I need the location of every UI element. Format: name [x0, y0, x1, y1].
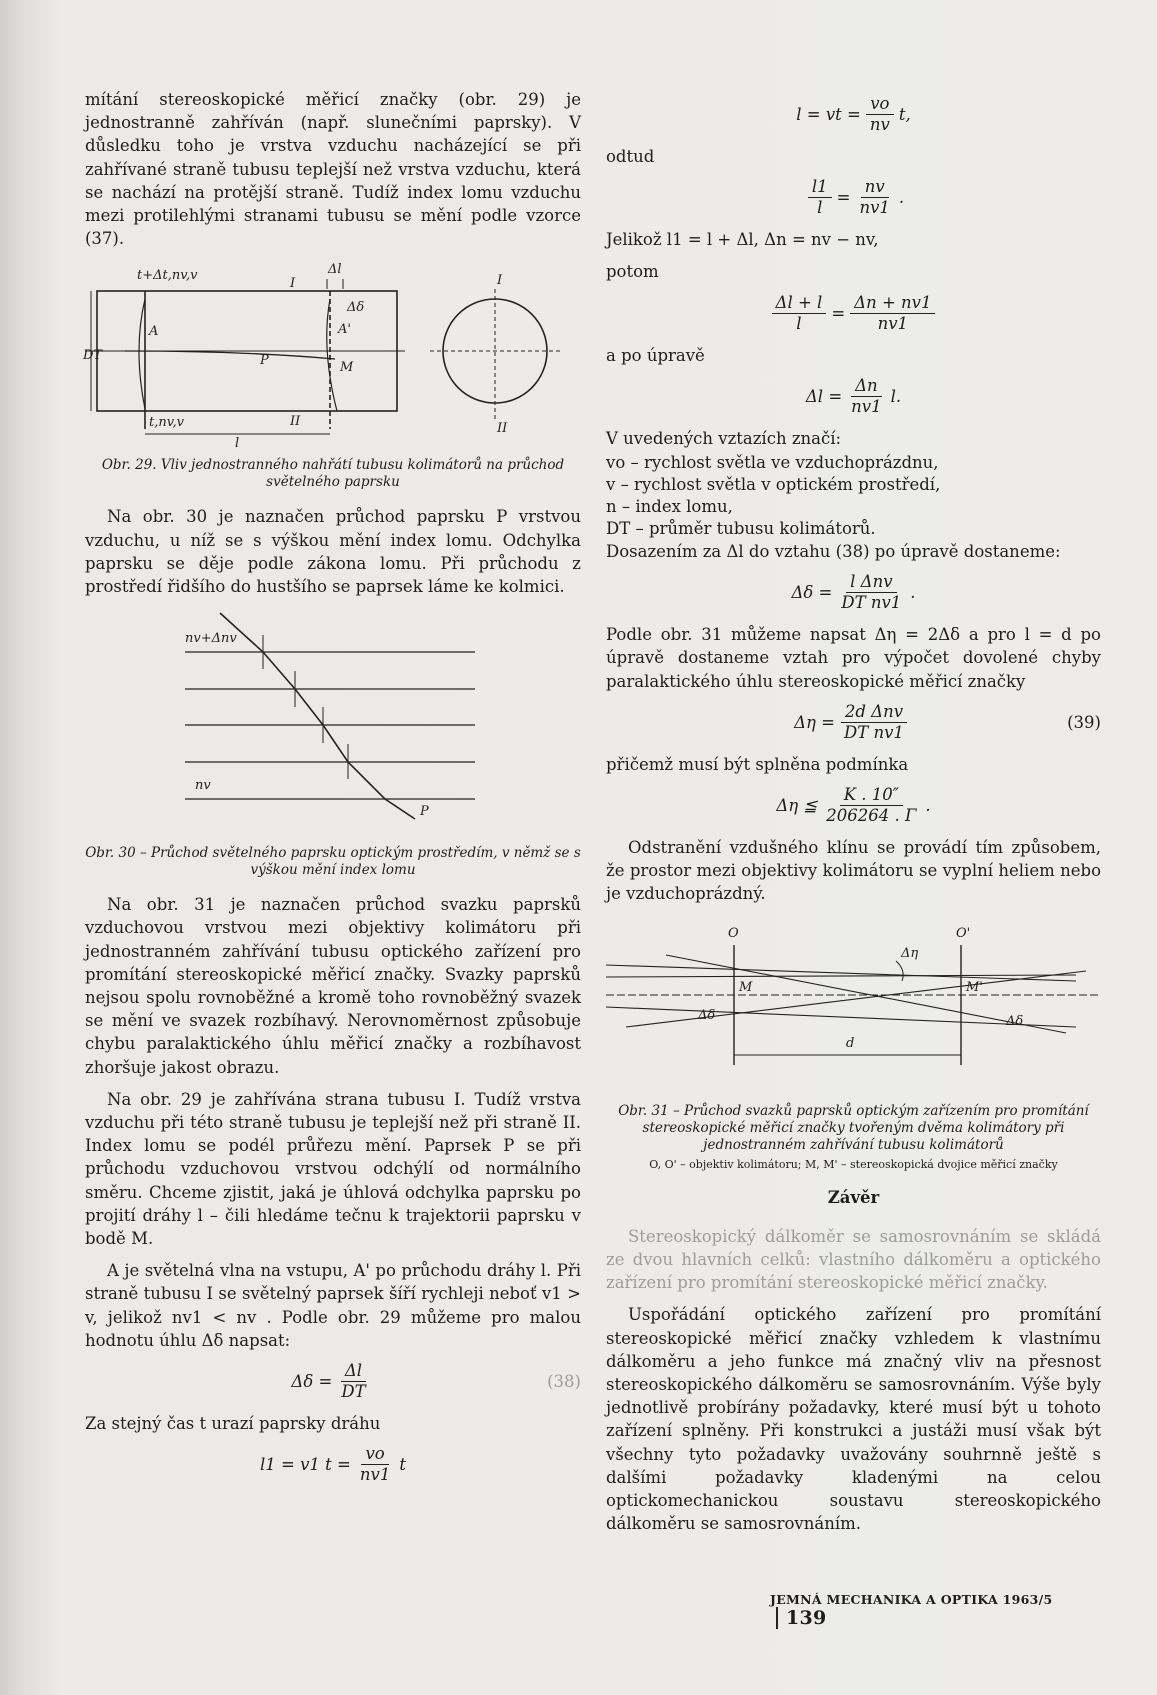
label: I: [497, 273, 503, 289]
equation-dd: [606, 572, 1101, 613]
fraction: [850, 293, 935, 334]
ray-p: [220, 613, 415, 819]
label: II: [497, 421, 508, 437]
paragraph: Uspořádání optického zařízení pro promítání stereoskopické měřicí značky vzhledem k vlastnímu dálkoměru a jeho funkce má značný vliv na přesnost stereoskopického dálkoměru se samosrovnáním. Výše byly jednotlivě probírány požadavky, které musí být u tohoto zařízení splněny. Při konstrukci a justáži musí však být všechny tyto požadavky uvažovány souhrnně ještě s dalšími požadavky kladenými na celou optickomechanickou soustavu stereoskopického dálkoměru se samosrovnáním.: [606, 1305, 1101, 1534]
eq-rhs: t: [399, 1455, 406, 1475]
fraction: [822, 785, 920, 826]
label: Δδ: [698, 1007, 716, 1023]
text-line: potom: [606, 262, 659, 282]
eq-end: .: [925, 795, 931, 815]
denominator: l: [817, 198, 823, 218]
figure-caption: Obr. 29. Vliv jednostranného nahřátí tubusu kolimátorů na průchod světelného paprsku: [101, 457, 565, 491]
label: Δδ: [347, 300, 365, 316]
eq-rhs: t,: [898, 104, 911, 124]
label: A: [149, 324, 159, 340]
label: d: [846, 1035, 855, 1051]
label: P: [260, 353, 269, 369]
variable-item: n – index lomu,: [606, 497, 733, 517]
paragraph: Na obr. 30 je naznačen průchod paprsku P vrstvou vzduchu, u níž se s výškou mění index lomu. Odchylka paprsku se děje podle zákona lomu. Při průchodu z prostředí řidšího do hustšího se paprsek láme ke kolmici.: [85, 507, 581, 597]
eq-lhs: Δδ =: [791, 583, 833, 603]
numerator: Δl: [341, 1361, 366, 1382]
numerator: nv: [861, 177, 889, 198]
numerator: Δn + nv1: [850, 293, 935, 314]
denominator: DT: [341, 1382, 366, 1402]
ray-p: [125, 351, 335, 359]
numerator: Δl + l: [772, 293, 827, 314]
left-column: [85, 88, 581, 1495]
label: Δl: [328, 262, 342, 278]
denominator: DT nv1: [843, 722, 904, 742]
fraction: [855, 177, 893, 218]
paragraph: A je světelná vlna na vstupu, A' po průchodu dráhy l. Při straně tubusu I se světelný paprsek šíří rychleji neboť v1 > v, jelikož nv1 < nv . Podle obr. 29 můžeme pro malou hodnotu úhlu Δδ napsat:: [85, 1261, 581, 1350]
paragraph: Na obr. 31 je naznačen průchod svazku paprsků vzduchovou vrstvou mezi objektivy kolimátoru při jednostranném zahřívání tubusu optického zařízení pro promítání stereoskopické měřicí značky. Svazky paprsků nejsou spolu rovnoběžné a kromě toho rovnoběžný svazek se mění ve svazek rozbíhavý. Nerovnoměrnost způsobuje chybu paralaktického úhlu měřicí značky a rozbíhavost zhoršuje jakost obrazu.: [85, 895, 581, 1077]
label: I: [290, 276, 296, 292]
fraction: [837, 572, 905, 613]
label: t,nv,v: [149, 415, 185, 431]
equation-dl2: [606, 376, 1101, 417]
label: t+Δt,nv,v: [137, 268, 198, 284]
text-line: V uvedených vztazích značí:: [606, 428, 842, 448]
figure-legend: O, O' – objektiv kolimátoru; M, M' – stereoskopická dvojice měřicí značky: [649, 1157, 1058, 1171]
label: M: [340, 360, 354, 376]
page-number: 139: [776, 1607, 827, 1629]
figure-31: [606, 915, 1101, 1095]
eq-lhs: Δδ =: [291, 1371, 333, 1391]
right-column: [606, 88, 1101, 1544]
equation-number: (38): [547, 1371, 581, 1391]
section-heading: Závěr: [827, 1187, 880, 1207]
numerator: vo: [361, 1444, 388, 1465]
equation-38: [85, 1361, 581, 1402]
numerator: K . 10″: [840, 785, 903, 806]
text-line: Dosazením za Δl do vztahu (38) po úpravě dostaneme:: [606, 542, 1061, 562]
label: M': [966, 979, 983, 995]
variable-item: v – rychlost světla v optickém prostředí,: [606, 475, 941, 495]
numerator: l1: [808, 177, 832, 198]
label: O': [956, 925, 971, 941]
fraction: [866, 94, 894, 135]
page-footer: [770, 1592, 1110, 1629]
paragraph: mítání stereoskopické měřicí značky (obr. 29) je jednostranně zahříván (např. slunečními paprsky). V důsledku toho je vrstva vzduchu nacházející se při zahřívané straně tubusu teplejší než vrstva vzduchu, která se nachází na protější straně. Tudíž index lomu vzduchu mezi protilehlými stranami tubusu se mění podle vzorce (37).: [85, 90, 581, 249]
eq-lhs: Δη ≦: [776, 795, 818, 815]
fraction: [840, 702, 908, 743]
denominator: l: [796, 313, 802, 333]
fraction: [847, 376, 885, 417]
paragraph: Za stejný čas t urazí paprsky dráhu: [85, 1414, 381, 1434]
denominator: nv: [869, 115, 890, 134]
numerator: 2d Δnv: [841, 702, 907, 723]
fraction: [337, 1361, 369, 1402]
numerator: Δn: [851, 376, 882, 397]
wavefront-a-prime: [327, 299, 337, 411]
journal-name: JEMNÁ MECHANIKA A OPTIKA 1963/5: [770, 1592, 1053, 1607]
numerator: l Δnv: [846, 572, 896, 593]
equation-39: [606, 702, 1101, 743]
fraction: [356, 1444, 394, 1485]
variable-item: vo – rychlost světla ve vzduchoprázdnu,: [606, 453, 939, 473]
ray: [606, 965, 1076, 981]
eq-end: .: [898, 188, 905, 208]
label: A': [338, 322, 351, 338]
label: Δη: [901, 945, 919, 961]
equation-dl: [606, 293, 1101, 334]
wavefront-a: [139, 299, 145, 409]
text-line: a po úpravě: [606, 345, 705, 365]
label: O: [728, 925, 739, 941]
label: II: [290, 414, 301, 430]
text-line: odtud: [606, 147, 655, 166]
label: l: [235, 436, 240, 452]
eq-lhs: Δl =: [805, 386, 843, 406]
label: nv: [195, 778, 211, 794]
label: Δδ: [1006, 1013, 1024, 1029]
eq-lhs: Δη =: [794, 712, 835, 732]
label: DT: [83, 348, 103, 364]
denominator: nv1: [877, 313, 909, 333]
figure-30: [85, 607, 581, 837]
eta-arc: [896, 961, 903, 981]
text-line: přičemž musí být splněna podmínka: [606, 754, 909, 774]
eq-rhs: l.: [890, 386, 902, 406]
eq-lhs: l1 = v1 t =: [260, 1455, 351, 1475]
denominator: DT nv1: [841, 593, 902, 613]
figure-caption: Obr. 31 – Průchod svazků paprsků optickým zařízením pro promítání stereoskopické měřicí značky tvořeným dvěma kolimátory při jednostranném zahřívání tubusu kolimátorů: [618, 1102, 1089, 1153]
denominator: nv1: [859, 198, 890, 218]
fraction: [772, 293, 827, 334]
text-line: Jelikož l1 = l + Δl, Δn = nv − nv,: [606, 230, 879, 250]
figure-caption: Obr. 30 – Průchod světelného paprsku optickým prostředím, v němž se s výškou mění index lomu: [85, 845, 581, 879]
equation-l: [606, 94, 1101, 135]
variable-list: [606, 452, 1101, 540]
eq-lhs: l = vt =: [796, 104, 861, 124]
figure-29: [83, 259, 581, 452]
equation-number: (39): [1067, 712, 1101, 732]
eq-end: .: [910, 583, 916, 603]
denominator: nv1: [851, 396, 882, 416]
equals: =: [836, 188, 851, 208]
paragraph: Podle obr. 31 můžeme napsat Δη = 2Δδ a pro l = d po úpravě dostaneme vztah pro výpočet dovolené chyby paralaktického úhlu stereoskopické měřicí značky: [606, 625, 1101, 691]
label: M: [739, 979, 753, 995]
ray: [606, 975, 1076, 977]
equation-l1: [85, 1444, 581, 1485]
paragraph: Na obr. 29 je zahřívána strana tubusu I. Tudíž vrstva vzduchu při této straně tubusu je teplejší než při straně II. Index lomu se podél průřezu mění. Paprsek P se při průchodu vzduchovou vrstvou odchýlí od normálního směru. Chceme zjistit, jaká je úhlová odchylka paprsku po projití dráhy l – čili hledáme tečnu k trajektorii paprsku v bodě M.: [85, 1089, 581, 1249]
equals: =: [831, 303, 846, 323]
paragraph: Stereoskopický dálkoměr se samosrovnáním se skládá ze dvou hlavních celků: vlastního dálkoměru a optického zařízení pro promítání stereoskopické měřicí značky.: [606, 1226, 1101, 1293]
equation-condition: [606, 785, 1101, 826]
fraction: [808, 177, 832, 218]
paragraph: Odstranění vzdušného klínu se provádí tím způsobem, že prostor mezi objektivy kolimátoru se vyplní heliem nebo je vzduchoprázdný.: [606, 838, 1101, 904]
label: P: [420, 804, 429, 820]
equation-ratio: [606, 177, 1101, 218]
label: nv+Δnv: [185, 631, 237, 647]
denominator: 206264 . Γ: [826, 806, 917, 826]
numerator: vo: [866, 94, 893, 115]
denominator: nv1: [359, 1465, 391, 1485]
variable-item: DT – průměr tubusu kolimátorů.: [606, 519, 876, 539]
